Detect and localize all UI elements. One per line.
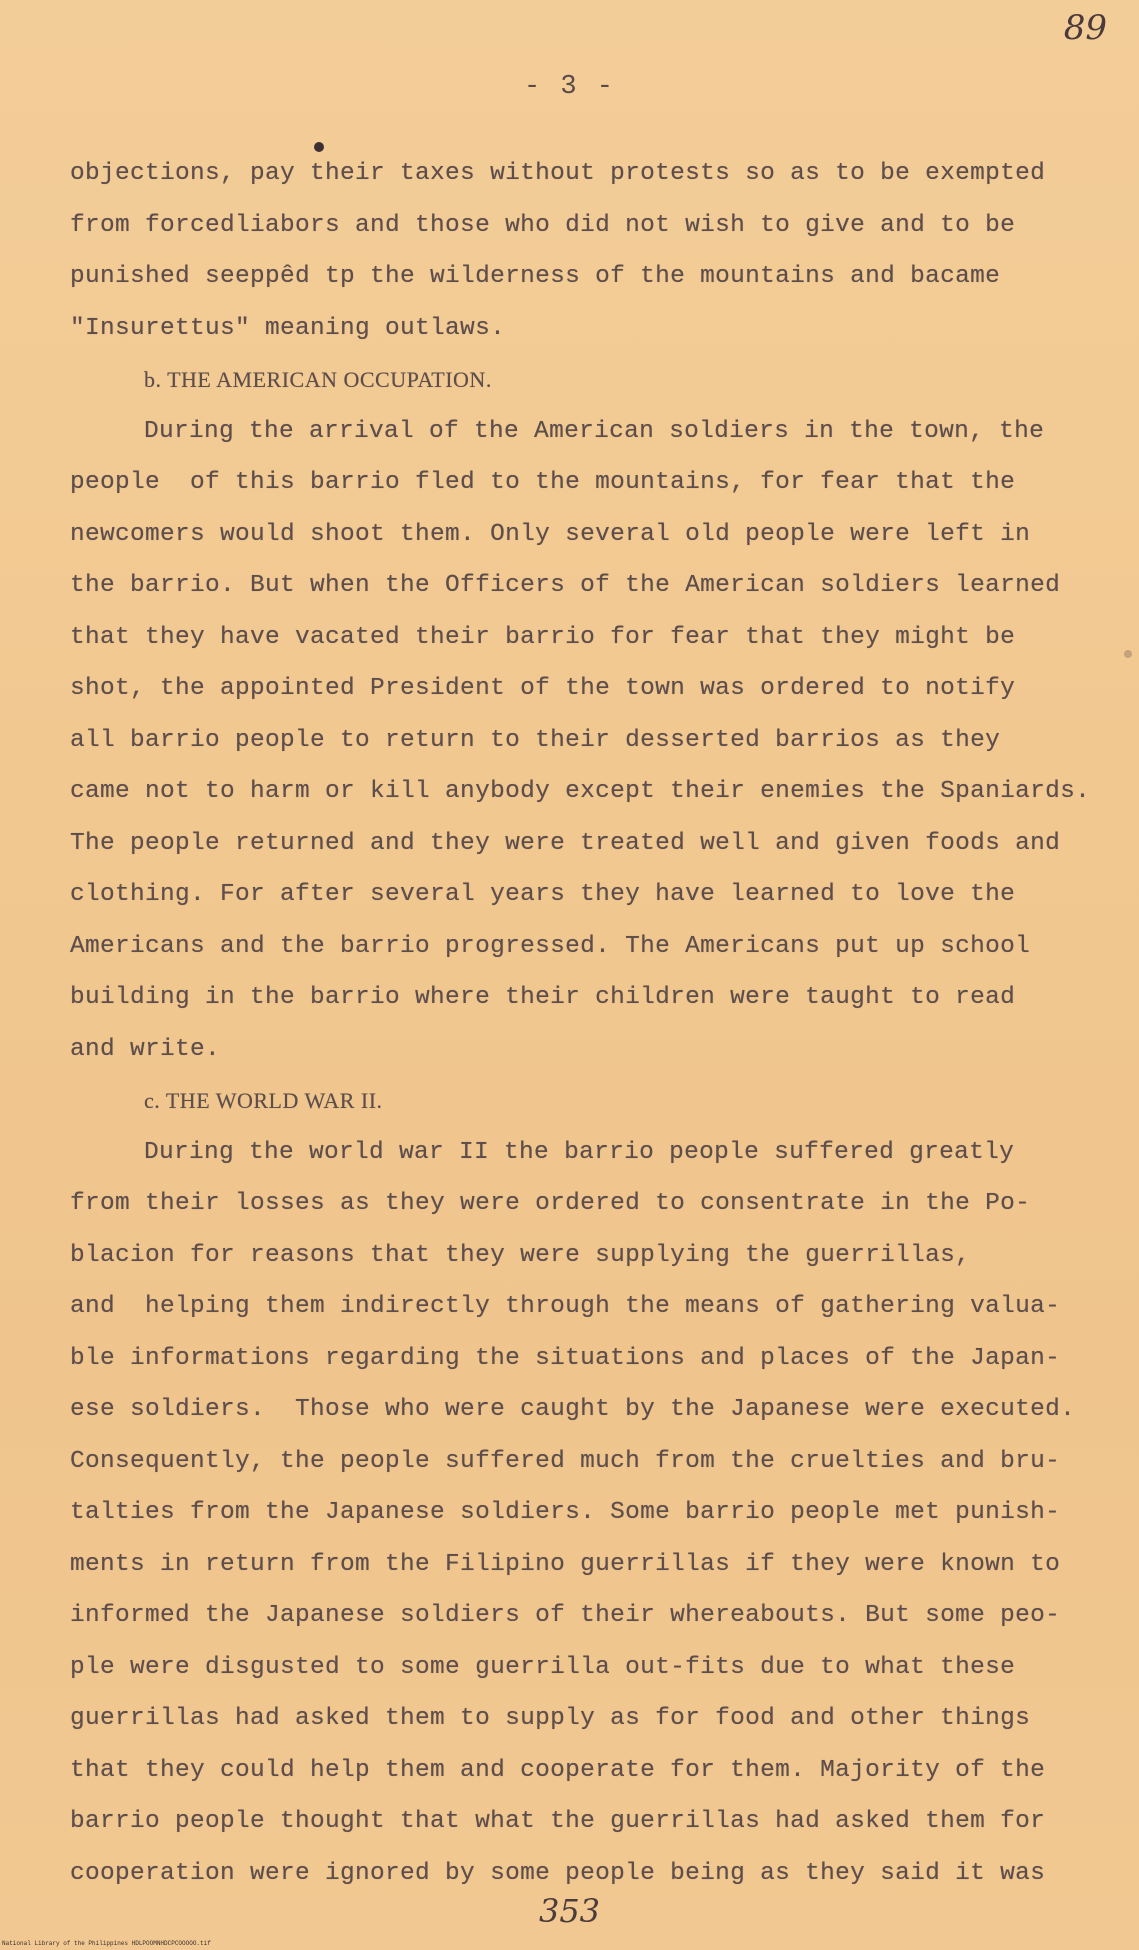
text-line: and write.	[70, 1035, 221, 1063]
archive-footer-note: National Library of the Philippines HDLPOOMNHDCPCOOOOO.tif	[2, 1940, 211, 1947]
text-line: all barrio people to return to their desserted barrios as they	[70, 726, 1001, 754]
text-line: objections, pay their taxes without protests so as to be exempted	[70, 160, 1046, 187]
text-line: talties from the Japanese soldiers. Some barrio people met punish-	[70, 1499, 1061, 1526]
handwritten-page-stamp: 353	[538, 1892, 601, 1930]
folio-number: 89	[1063, 8, 1107, 48]
text-line: and helping them indirectly through the means of gathering valua-	[70, 1293, 1061, 1320]
text-line: Americans and the barrio progressed. The Americans put up school	[70, 932, 1031, 960]
text-line: people of this barrio fled to the mountains, for fear that the	[70, 469, 1016, 496]
section-heading: b. THE AMERICAN OCCUPATION.	[144, 367, 492, 392]
text-line: that they have vacated their barrio for fear that they might be	[70, 623, 1016, 651]
text-line: newcomers would shoot them. Only several old people were left in	[70, 520, 1031, 548]
text-line: "Insurettus" meaning outlaws.	[70, 314, 506, 342]
text-line: clothing. For after several years they have learned to love the	[70, 881, 1016, 908]
text-line: The people returned and they were treated well and given foods and	[70, 829, 1061, 857]
page-number: - 3 -	[523, 72, 615, 102]
ink-smudge	[1124, 650, 1132, 658]
text-line: blacion for reasons that they were supplying the guerrillas,	[70, 1241, 971, 1269]
text-line: informed the Japanese soldiers of their whereabouts. But some peo-	[70, 1602, 1061, 1629]
text-line: from their losses as they were ordered to consentrate in the Po-	[70, 1190, 1031, 1217]
text-line: building in the barrio where their children were taught to read	[70, 984, 1016, 1011]
text-line: ments in return from the Filipino guerrillas if they were known to	[70, 1550, 1061, 1578]
text-line: ble informations regarding the situations and places of the Japan-	[70, 1344, 1061, 1372]
section-heading: c. THE WORLD WAR II.	[144, 1088, 383, 1113]
text-line: barrio people thought that what the guerrillas had asked them for	[70, 1808, 1046, 1835]
typed-text-body	[70, 148, 1091, 1899]
text-line: ple were disgusted to some guerrilla out-fits due to what these	[70, 1653, 1016, 1681]
text-line: guerrillas had asked them to supply as for food and other things	[70, 1705, 1031, 1732]
text-line: from forcedliabors and those who did not wish to give and to be	[70, 211, 1016, 239]
text-line: cooperation were ignored by some people being as they said it was	[70, 1859, 1046, 1887]
text-line: Consequently, the people suffered much from the cruelties and bru-	[70, 1447, 1061, 1475]
text-line: came not to harm or kill anybody except their enemies the Spaniards.	[70, 778, 1091, 805]
text-line: the barrio. But when the Officers of the American soldiers learned	[70, 572, 1061, 599]
text-line: shot, the appointed President of the town was ordered to notify	[70, 675, 1016, 702]
text-line: that they could help them and cooperate for them. Majority of the	[70, 1756, 1046, 1784]
text-line: During the world war II the barrio people suffered greatly	[144, 1138, 1015, 1166]
text-line: punished seeppêd tp the wilderness of the mountains and bacame	[70, 263, 1001, 290]
text-line: ese soldiers. Those who were caught by the Japanese were executed.	[70, 1396, 1076, 1423]
text-line: During the arrival of the American soldiers in the town, the	[144, 417, 1045, 445]
